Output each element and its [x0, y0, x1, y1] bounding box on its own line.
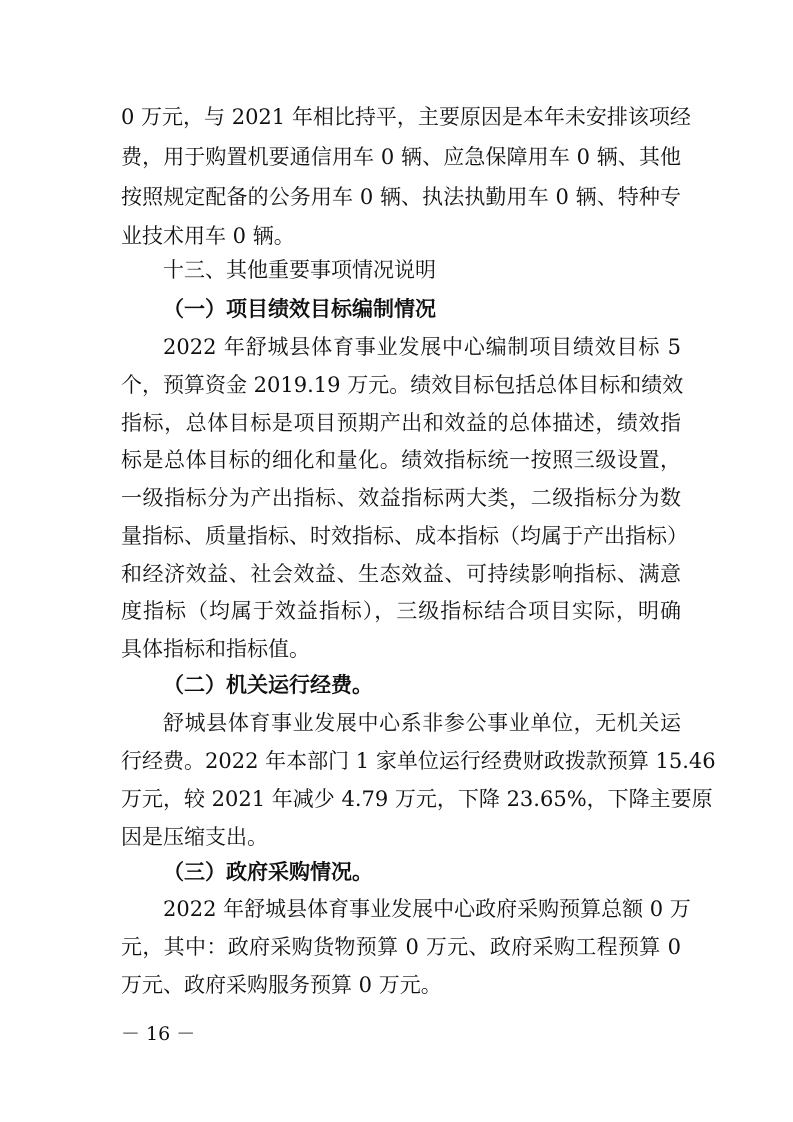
- paragraph-line: 舒城县体育事业发展中心系非参公事业单位，无机关运: [163, 711, 681, 735]
- paragraph-line: 指标，总体目标是项目预期产出和效益的总体描述，绩效指: [121, 411, 681, 435]
- paragraph-line: 万元、政府采购服务预算 0 万元。: [121, 973, 442, 997]
- subsection-heading: （三）政府采购情况。: [163, 860, 373, 884]
- subsection-heading: （二）机关运行经费。: [163, 673, 373, 697]
- section-heading: 十三、其他重要事项情况说明: [163, 258, 436, 282]
- paragraph-line: 一级指标分为产出指标、效益指标两大类，二级指标分为数: [121, 486, 681, 510]
- paragraph-line: 具体指标和指标值。: [121, 637, 310, 661]
- paragraph-line: 因是压缩支出。: [121, 825, 268, 849]
- paragraph-line: 0 万元，与 2021 年相比持平，主要原因是本年未安排该项经: [121, 105, 691, 129]
- paragraph-line: 和经济效益、社会效益、生态效益、可持续影响指标、满意: [121, 562, 681, 586]
- paragraph-line: 元，其中：政府采购货物预算 0 万元、政府采购工程预算 0: [121, 935, 681, 959]
- paragraph-line: 度指标（均属于效益指标），三级指标结合项目实际，明确: [121, 599, 681, 623]
- paragraph-line: 标是总体目标的细化和量化。绩效指标统一按照三级设置，: [121, 448, 681, 472]
- paragraph-line: 业技术用车 0 辆。: [121, 224, 295, 248]
- page-number: － 16 －: [121, 1023, 196, 1045]
- paragraph-line: 个，预算资金 2019.19 万元。绩效目标包括总体目标和绩效: [121, 373, 684, 397]
- paragraph-line: 量指标、质量指标、时效指标、成本指标（均属于产出指标）: [121, 524, 688, 548]
- paragraph-line: 2022 年舒城县体育事业发展中心政府采购预算总额 0 万: [163, 897, 691, 921]
- paragraph-line: 万元，较 2021 年减少 4.79 万元，下降 23.65%，下降主要原: [121, 787, 713, 811]
- subsection-heading: （一）项目绩效目标编制情况: [163, 297, 436, 321]
- paragraph-line: 按照规定配备的公务用车 0 辆、执法执勤用车 0 辆、特种专: [121, 185, 681, 209]
- paragraph-line: 费，用于购置机要通信用车 0 辆、应急保障用车 0 辆、其他: [121, 145, 681, 169]
- paragraph-line: 2022 年舒城县体育事业发展中心编制项目绩效目标 5: [163, 335, 681, 359]
- paragraph-line: 行经费。2022 年本部门 1 家单位运行经费财政拨款预算 15.46: [121, 749, 716, 773]
